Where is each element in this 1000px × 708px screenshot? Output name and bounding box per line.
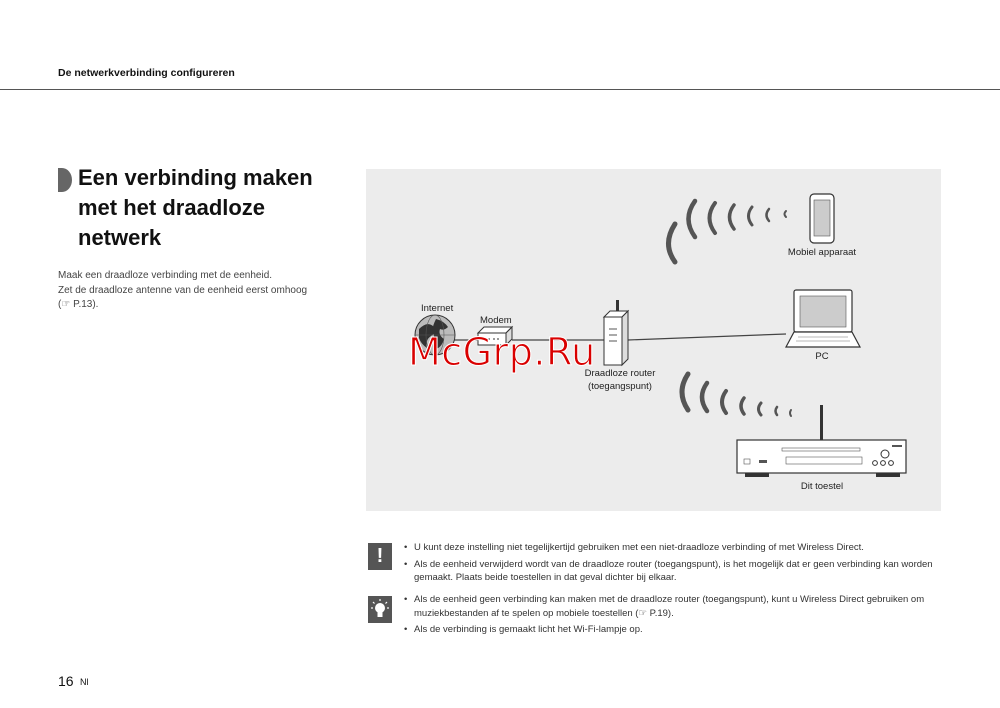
internet-label: Internet	[421, 303, 454, 314]
router-label: Draadloze router	[584, 368, 656, 379]
note-item: • Als de eenheid verwijderd wordt van de draadloze router (toegangspunt), is het mogelijk dat er geen verbinding kan worden gemaakt. Plaats beide toestellen in dat geval dichter bij elkaar.	[404, 558, 944, 585]
tip-notes	[404, 593, 944, 640]
pc-label: PC	[815, 351, 829, 362]
intro-line: Zet de draadloze antenne van de eenheid eerst omhoog	[58, 284, 308, 296]
section-marker-icon	[58, 168, 72, 192]
section-title-line: netwerk	[78, 225, 162, 250]
section-title	[78, 163, 348, 253]
note-item: • Als de eenheid geen verbinding kan maken met de draadloze router (toegangspunt), kunt u Wireless Direct gebruiken om muziekbestanden af te spelen op mobiele toestellen (☞ P.19).	[404, 593, 944, 620]
line-router-pc	[628, 334, 786, 340]
network-player-icon	[737, 405, 906, 477]
laptop-icon	[786, 290, 860, 347]
router-icon	[604, 300, 628, 365]
modem-label: Modem	[480, 315, 512, 326]
device-label: Dit toestel	[800, 481, 844, 492]
header-divider	[0, 89, 1000, 90]
intro-line: Maak een draadloze verbinding met de eenheid.	[58, 270, 273, 281]
wifi-waves-device-icon	[682, 374, 791, 416]
mobile-label: Mobiel apparaat	[787, 247, 857, 258]
watermark-text: McGrp.Ru	[408, 330, 596, 374]
warning-icon: !	[368, 543, 392, 570]
note-item: • U kunt deze instelling niet tegelijkertijd gebruiken met een niet-draadloze verbinding of met Wireless Direct.	[404, 541, 944, 555]
wifi-waves-mobile-icon	[669, 201, 787, 262]
note-item: • Als de verbinding is gemaakt licht het Wi-Fi-lampje op.	[404, 623, 944, 637]
router-label-sub: (toegangspunt)	[588, 381, 652, 392]
warning-notes	[404, 541, 944, 588]
intro-line: (☞ P.13).	[58, 299, 99, 310]
lightbulb-icon	[368, 596, 392, 623]
page-language: Nl	[80, 677, 89, 687]
section-title-line: met het draadloze	[78, 195, 266, 220]
page-number: 16	[58, 673, 74, 689]
section-title-line: Een verbinding maken	[78, 165, 313, 190]
mobile-phone-icon	[810, 194, 834, 243]
running-header: De netwerkverbinding configureren	[58, 67, 235, 79]
intro-text	[58, 269, 348, 313]
